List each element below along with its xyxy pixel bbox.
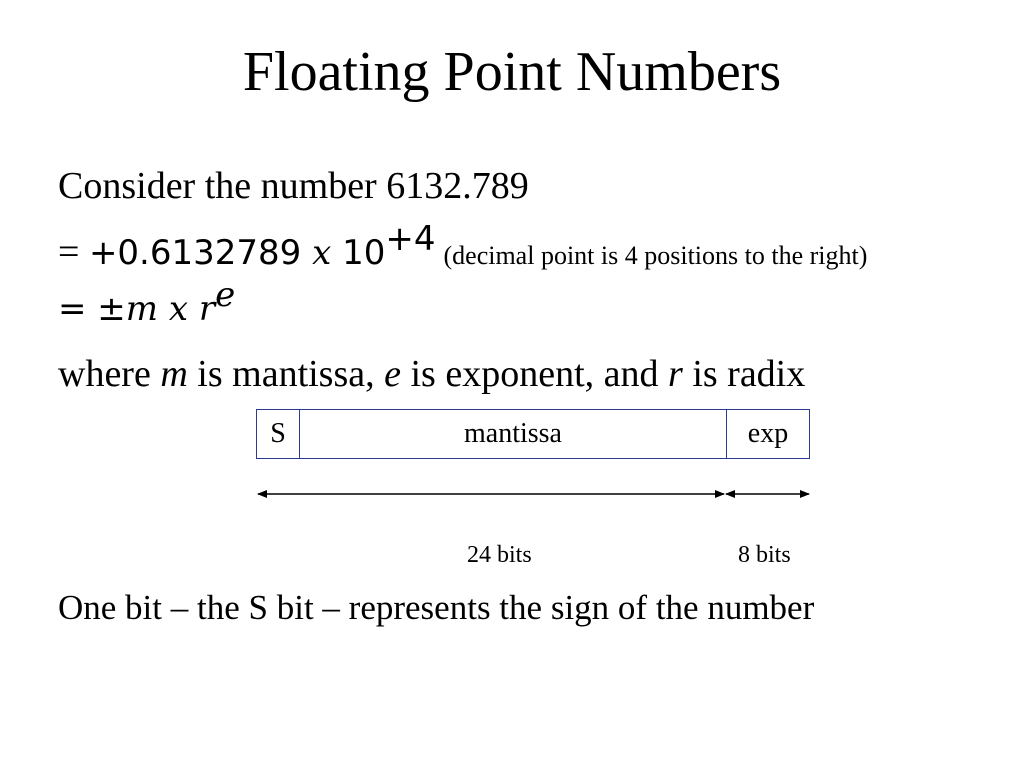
equals-plus-minus: = ±	[58, 289, 126, 329]
var-e-superscript: e	[215, 275, 236, 315]
decimal-point-note: (decimal point is 4 positions to the right)	[443, 241, 868, 270]
var-r: r	[668, 353, 683, 395]
text-where: where	[58, 353, 161, 395]
base-ten: 10	[331, 233, 386, 273]
sign-field: S	[257, 410, 300, 458]
mantissa-bits-label: 24 bits	[467, 542, 532, 568]
var-e: e	[384, 353, 401, 395]
text-is-mantissa: is mantissa,	[187, 353, 385, 395]
exponent-field: exp	[747, 418, 789, 449]
var-r: r	[198, 289, 216, 329]
mantissa-expression: +0.6132789	[88, 233, 313, 273]
text-is-exponent: is exponent, and	[401, 353, 669, 395]
times-symbol: x	[158, 289, 199, 329]
mantissa-field: mantissa	[300, 410, 727, 458]
text-is-radix: is radix	[682, 353, 806, 395]
line-consider-number: Consider the number 6132.789	[58, 165, 529, 207]
equals-prefix: =	[58, 231, 89, 273]
exponent-value: +4	[385, 219, 436, 259]
var-m: m	[125, 289, 159, 329]
var-m: m	[160, 353, 188, 395]
times-symbol: x	[312, 233, 332, 273]
line-sign-bit: One bit – the S bit – represents the sign of the number	[58, 588, 815, 627]
exponent-bits-label: 8 bits	[738, 542, 791, 568]
slide-title: Floating Point Numbers	[242, 41, 782, 103]
